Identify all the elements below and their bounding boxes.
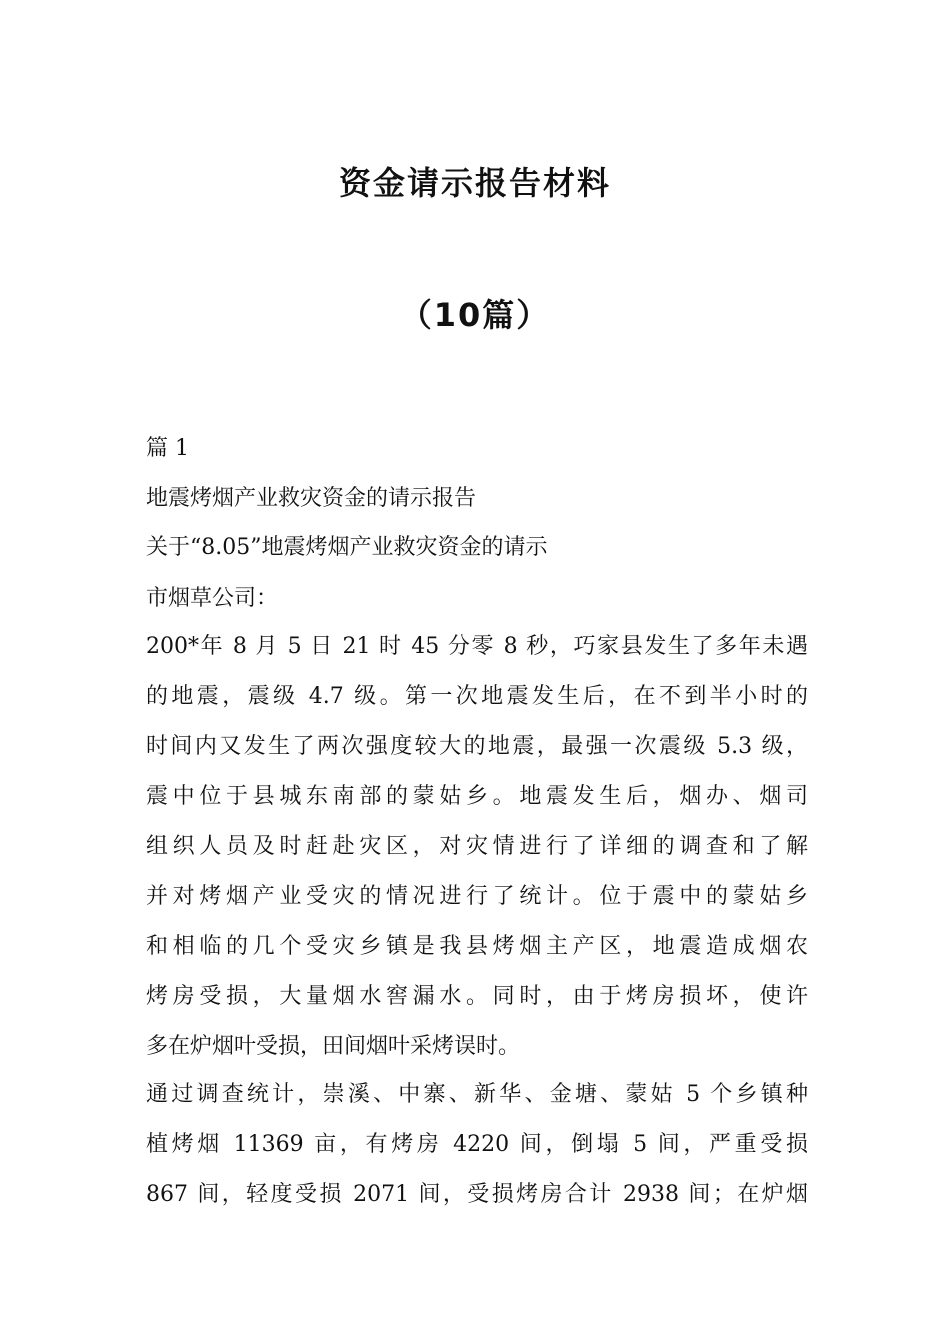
paragraph-line: 和相临的几个受灾乡镇是我县烤烟主产区，地震造成烟农 [146, 934, 808, 959]
section-label: 篇 1 [146, 436, 189, 461]
paragraph-line: 组织人员及时赶赴灾区，对灾情进行了详细的调查和了解 [146, 834, 808, 859]
paragraph-line: 867 间，轻度受损 2071 间，受损烤房合计 2938 间；在炉烟 [146, 1182, 808, 1207]
paragraph-line: 并对烤烟产业受灾的情况进行了统计。位于震中的蒙姑乡 [146, 884, 808, 909]
paragraph-line: 烤房受损，大量烟水窖漏水。同时，由于烤房损坏，使许 [146, 984, 808, 1009]
paragraph-line: 植烤烟 11369 亩，有烤房 4220 间，倒塌 5 间，严重受损 [146, 1132, 808, 1157]
paragraph-line: 时间内又发生了两次强度较大的地震，最强一次震级 5.3 级， [146, 734, 808, 759]
document-subtitle: （10篇） [399, 296, 551, 334]
salutation: 市烟草公司： [146, 586, 279, 611]
document-title: 资金请示报告材料 [338, 164, 611, 202]
paragraph-line: 通过调查统计，崇溪、中寨、新华、金塘、蒙姑 5 个乡镇种 [146, 1082, 808, 1107]
report-subheading: 关于“8.05”地震烤烟产业救灾资金的请示 [146, 535, 548, 560]
report-heading: 地震烤烟产业救灾资金的请示报告 [146, 486, 477, 511]
paragraph-line: 200*年 8 月 5 日 21 时 45 分零 8 秒，巧家县发生了多年未遇 [146, 634, 808, 659]
paragraph-line: 多在炉烟叶受损，田间烟叶采烤误时。 [146, 1034, 521, 1059]
paragraph-line: 的地震，震级 4.7 级。第一次地震发生后，在不到半小时的 [146, 684, 808, 709]
paragraph-line: 震中位于县城东南部的蒙姑乡。地震发生后，烟办、烟司 [146, 784, 808, 809]
